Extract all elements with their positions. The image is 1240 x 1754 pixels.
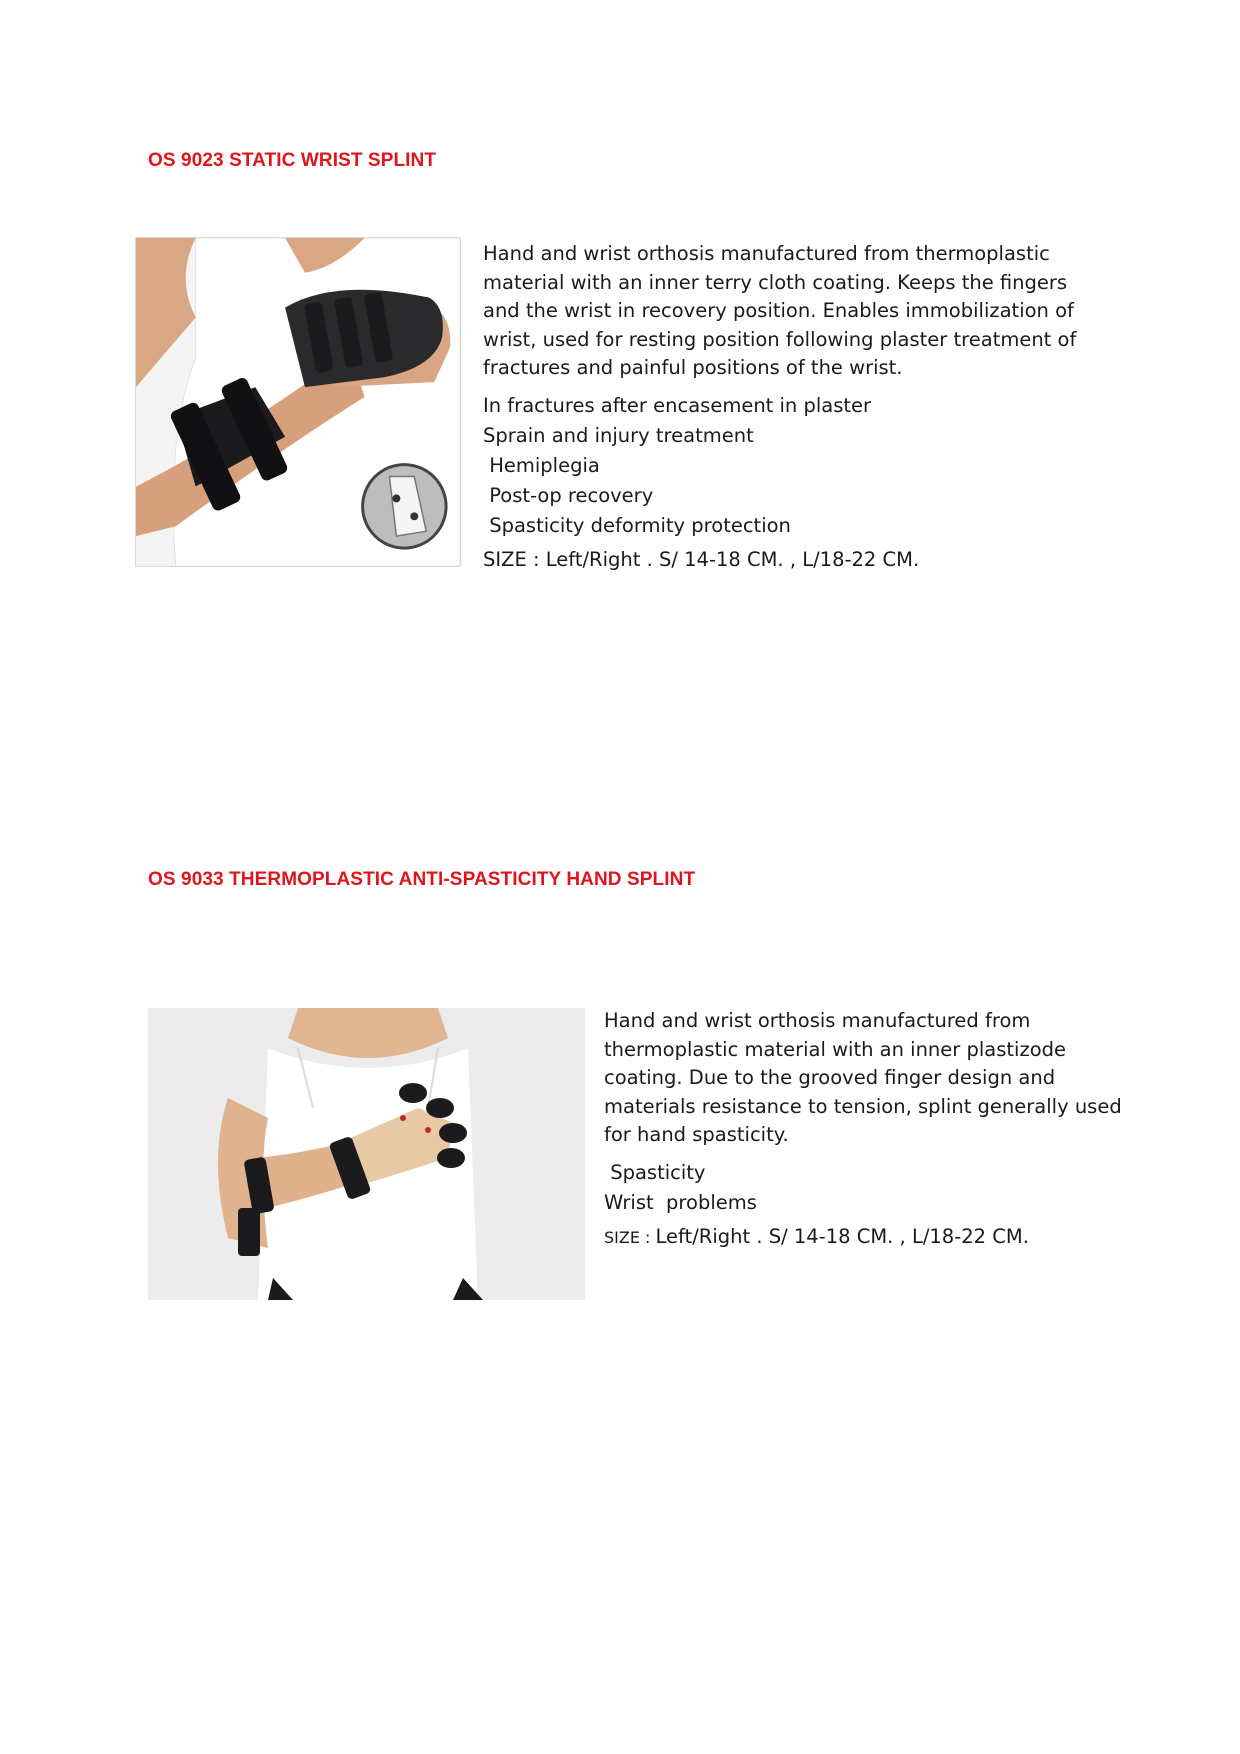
wrist-splint-illustration <box>136 238 460 566</box>
product-details <box>483 240 1083 575</box>
product-description <box>483 240 1083 383</box>
description-line: material with an inner terry cloth coating. Keeps the fingers <box>483 270 1068 294</box>
indication-item: Spasticity deformity protection <box>483 513 791 537</box>
size-info <box>604 1222 1124 1253</box>
indication-item: Sprain and injury treatment <box>483 423 754 447</box>
indication-item: Spasticity <box>604 1160 706 1184</box>
size-value: Left/Right . S/ 14-18 CM. , L/18-22 CM. <box>545 547 920 571</box>
product-description <box>604 1007 1124 1150</box>
size-label: SIZE : <box>604 1227 656 1247</box>
indication-item: Wrist problems <box>604 1190 757 1214</box>
product-title: OS 9033 THERMOPLASTIC ANTI-SPASTICITY HAND SPLINT <box>148 869 696 890</box>
product-image-wrist-splint <box>135 237 461 567</box>
hand-splint-illustration <box>148 1008 585 1300</box>
description-line: coating. Due to the grooved finger design and <box>604 1066 1056 1090</box>
description-line: Hand and wrist orthosis manufactured from <box>604 1009 1031 1032</box>
product-image-hand-splint <box>148 1008 585 1300</box>
description-line: thermoplastic material with an inner plastizode <box>604 1037 1067 1061</box>
indication-item: Hemiplegia <box>483 453 600 477</box>
product-details <box>604 1007 1124 1253</box>
description-line: Hand and wrist orthosis manufactured from thermoplastic <box>483 242 1050 265</box>
description-line: for hand spasticity. <box>604 1123 789 1147</box>
description-line: fractures and painful positions of the wrist. <box>483 356 903 380</box>
size-value: Left/Right . S/ 14-18 CM. , L/18-22 CM. <box>655 1224 1029 1248</box>
product-title: OS 9023 STATIC WRIST SPLINT <box>148 150 437 171</box>
size-label: SIZE : <box>483 547 546 571</box>
indication-item: In fractures after encasement in plaster <box>483 393 872 417</box>
description-line: and the wrist in recovery position. Enables immobilization of <box>483 299 1074 323</box>
size-info <box>483 545 1083 575</box>
indication-item: Post-op recovery <box>483 483 654 507</box>
description-line: wrist, used for resting position following plaster treatment of <box>483 327 1077 351</box>
description-line: materials resistance to tension, splint generally used <box>604 1094 1122 1118</box>
